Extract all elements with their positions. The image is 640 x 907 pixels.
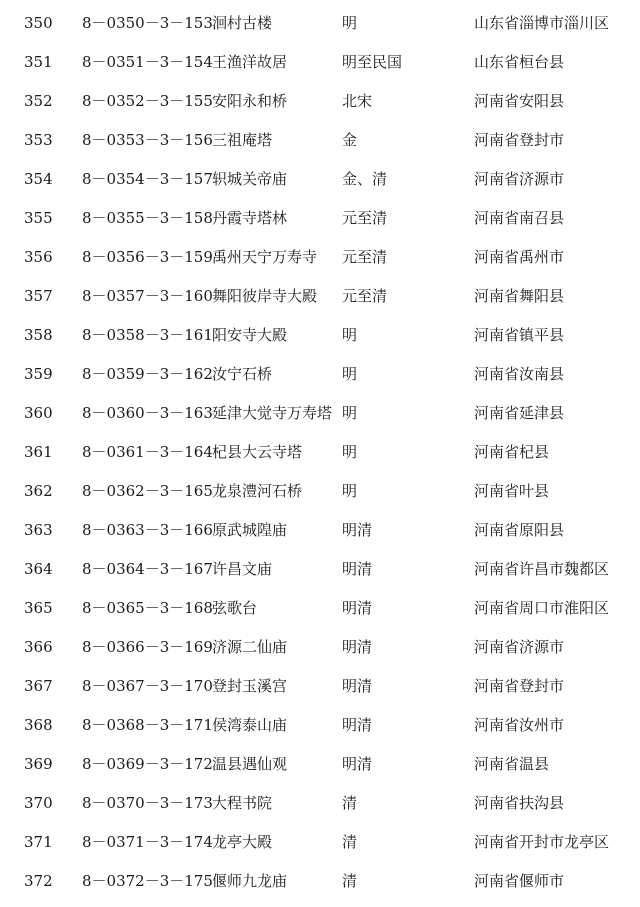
serial-number: 357	[24, 287, 53, 305]
site-code: 8－0351－3－154	[82, 53, 213, 71]
site-code: 8－0368－3－171	[82, 716, 213, 734]
site-era: 明	[342, 326, 358, 344]
site-code: 8－0359－3－162	[82, 365, 213, 383]
site-name: 龙泉澧河石桥	[212, 482, 303, 500]
site-location: 河南省开封市龙亭区	[474, 833, 610, 851]
site-location: 河南省原阳县	[474, 521, 565, 539]
site-location: 河南省安阳县	[474, 92, 565, 110]
table-row	[0, 550, 640, 589]
table-row	[0, 121, 640, 160]
serial-number: 371	[24, 833, 53, 851]
site-code: 8－0354－3－157	[82, 170, 213, 188]
site-name: 延津大觉寺万寿塔	[212, 404, 333, 422]
serial-number: 372	[24, 872, 53, 890]
site-era: 清	[342, 833, 358, 851]
site-location: 河南省登封市	[474, 677, 565, 695]
site-name: 舞阳彼岸寺大殿	[212, 287, 318, 305]
table-row	[0, 160, 640, 199]
table-row	[0, 238, 640, 277]
table-row	[0, 784, 640, 823]
table-row	[0, 4, 640, 43]
serial-number: 353	[24, 131, 53, 149]
site-code: 8－0370－3－173	[82, 794, 213, 812]
site-name: 轵城关帝庙	[212, 170, 288, 188]
site-era: 明	[342, 482, 358, 500]
site-name: 登封玉溪宫	[212, 677, 288, 695]
site-code: 8－0369－3－172	[82, 755, 213, 773]
site-era: 元至清	[342, 209, 388, 227]
site-location: 河南省偃师市	[474, 872, 565, 890]
table-row	[0, 823, 640, 862]
serial-number: 370	[24, 794, 53, 812]
site-era: 明清	[342, 638, 373, 656]
site-name: 济源二仙庙	[212, 638, 288, 656]
site-name: 龙亭大殿	[212, 833, 273, 851]
site-location: 河南省济源市	[474, 638, 565, 656]
table-row	[0, 43, 640, 82]
site-name: 温县遇仙观	[212, 755, 288, 773]
site-location: 河南省延津县	[474, 404, 565, 422]
serial-number: 355	[24, 209, 53, 227]
site-location: 河南省济源市	[474, 170, 565, 188]
site-name: 许昌文庙	[212, 560, 273, 578]
site-era: 明至民国	[342, 53, 403, 71]
table-row	[0, 667, 640, 706]
table-row	[0, 745, 640, 784]
site-location: 河南省南召县	[474, 209, 565, 227]
site-code: 8－0361－3－164	[82, 443, 213, 461]
site-location: 河南省汝州市	[474, 716, 565, 734]
site-code: 8－0364－3－167	[82, 560, 213, 578]
site-code: 8－0356－3－159	[82, 248, 213, 266]
table-row	[0, 706, 640, 745]
site-era: 元至清	[342, 287, 388, 305]
site-name: 杞县大云寺塔	[212, 443, 303, 461]
serial-number: 362	[24, 482, 53, 500]
site-era: 明	[342, 443, 358, 461]
site-location: 河南省舞阳县	[474, 287, 565, 305]
site-code: 8－0360－3－163	[82, 404, 213, 422]
site-era: 明清	[342, 560, 373, 578]
serial-number: 369	[24, 755, 53, 773]
table-row	[0, 277, 640, 316]
site-era: 明清	[342, 677, 373, 695]
site-location: 河南省温县	[474, 755, 550, 773]
site-location: 山东省桓台县	[474, 53, 565, 71]
serial-number: 356	[24, 248, 53, 266]
site-name: 洄村古楼	[212, 14, 273, 32]
site-name: 阳安寺大殿	[212, 326, 288, 344]
site-code: 8－0352－3－155	[82, 92, 213, 110]
table-row	[0, 628, 640, 667]
site-era: 明	[342, 365, 358, 383]
site-era: 清	[342, 872, 358, 890]
table-row	[0, 472, 640, 511]
site-code: 8－0367－3－170	[82, 677, 213, 695]
serial-number: 351	[24, 53, 53, 71]
site-code: 8－0371－3－174	[82, 833, 213, 851]
site-code: 8－0355－3－158	[82, 209, 213, 227]
serial-number: 360	[24, 404, 53, 422]
site-location: 河南省许昌市魏都区	[474, 560, 610, 578]
site-location: 河南省汝南县	[474, 365, 565, 383]
site-name: 原武城隍庙	[212, 521, 288, 539]
site-name: 弦歌台	[212, 599, 258, 617]
serial-number: 363	[24, 521, 53, 539]
site-name: 三祖庵塔	[212, 131, 273, 149]
site-code: 8－0362－3－165	[82, 482, 213, 500]
site-era: 明清	[342, 599, 373, 617]
table-row	[0, 862, 640, 901]
site-code: 8－0350－3－153	[82, 14, 213, 32]
site-era: 明	[342, 404, 358, 422]
site-location: 河南省登封市	[474, 131, 565, 149]
site-era: 明清	[342, 755, 373, 773]
site-name: 偃师九龙庙	[212, 872, 288, 890]
site-name: 禹州天宁万寿寺	[212, 248, 318, 266]
site-era: 清	[342, 794, 358, 812]
table-row	[0, 355, 640, 394]
site-name: 丹霞寺塔林	[212, 209, 288, 227]
serial-number: 365	[24, 599, 53, 617]
serial-number: 366	[24, 638, 53, 656]
site-code: 8－0366－3－169	[82, 638, 213, 656]
site-era: 北宋	[342, 92, 373, 110]
serial-number: 358	[24, 326, 53, 344]
site-era: 明清	[342, 716, 373, 734]
table-row	[0, 316, 640, 355]
serial-number: 354	[24, 170, 53, 188]
site-era: 明	[342, 14, 358, 32]
site-code: 8－0353－3－156	[82, 131, 213, 149]
site-location: 河南省杞县	[474, 443, 550, 461]
serial-number: 361	[24, 443, 53, 461]
site-era: 元至清	[342, 248, 388, 266]
site-name: 侯湾泰山庙	[212, 716, 288, 734]
site-location: 河南省周口市淮阳区	[474, 599, 610, 617]
table-row	[0, 394, 640, 433]
table-row	[0, 433, 640, 472]
site-name: 汝宁石桥	[212, 365, 273, 383]
site-location: 河南省叶县	[474, 482, 550, 500]
site-location: 河南省扶沟县	[474, 794, 565, 812]
serial-number: 352	[24, 92, 53, 110]
serial-number: 350	[24, 14, 53, 32]
serial-number: 364	[24, 560, 53, 578]
table-row	[0, 82, 640, 121]
site-name: 王渔洋故居	[212, 53, 288, 71]
serial-number: 367	[24, 677, 53, 695]
table-row	[0, 199, 640, 238]
site-era: 金	[342, 131, 358, 149]
site-era: 金、清	[342, 170, 388, 188]
site-code: 8－0365－3－168	[82, 599, 213, 617]
table-row	[0, 589, 640, 628]
site-code: 8－0363－3－166	[82, 521, 213, 539]
site-location: 河南省镇平县	[474, 326, 565, 344]
site-code: 8－0372－3－175	[82, 872, 213, 890]
site-location: 河南省禹州市	[474, 248, 565, 266]
table-row	[0, 511, 640, 550]
serial-number: 359	[24, 365, 53, 383]
site-name: 安阳永和桥	[212, 92, 288, 110]
site-era: 明清	[342, 521, 373, 539]
site-code: 8－0358－3－161	[82, 326, 213, 344]
site-name: 大程书院	[212, 794, 273, 812]
site-code: 8－0357－3－160	[82, 287, 213, 305]
serial-number: 368	[24, 716, 53, 734]
site-location: 山东省淄博市淄川区	[474, 14, 610, 32]
